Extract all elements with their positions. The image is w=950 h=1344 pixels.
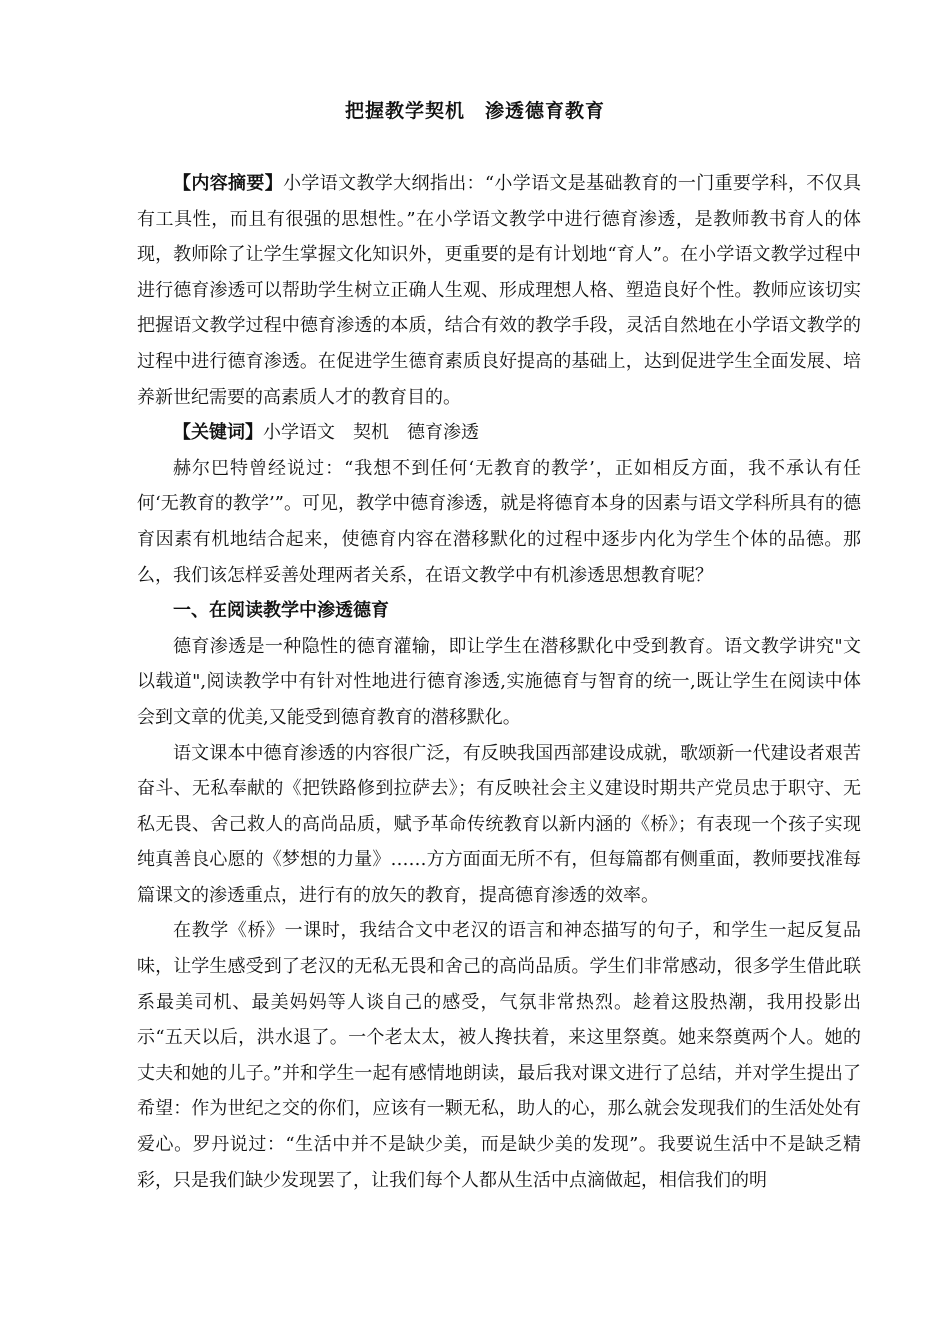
section-paragraph: 德育渗透是一种隐性的德育灌输，即让学生在潜移默化中受到教育。语文教学讲究"文以载道",阅读教学中有针对性地进行德育渗透,实施德育与智育的统一,既让学生在阅读中体会到文章的优美,又能受到德育教育的潜移默化。 xyxy=(137,635,861,728)
document-body xyxy=(137,166,861,1198)
document-title: 把握教学契机 渗透德育教育 xyxy=(344,100,605,122)
section-paragraph: 在教学《桥》一课时，我结合文中老汉的语言和神态描写的句子，和学生一起反复品味，让学生感受到了老汉的无私无畏和舍己的高尚品质。学生们非常感动，很多学生借此联系最美司机、最美妈妈等人谈自己的感受，气氛非常热烈。趁着这股热潮，我用投影出示“五天以后，洪水退了。一个老太太，被人搀扶着，来这里祭奠。她来祭奠两个人。她的丈夫和她的儿子。”并和学生一起有感情地朗读，最后我对课文进行了总结，并对学生提出了希望：作为世纪之交的你们，应该有一颗无私，助人的心，那么就会发现我们的生活处处有爱心。罗丹说过：“生活中并不是缺少美，而是缺少美的发现”。我要说生活中不是缺乏精彩，只是我们缺少发现罢了，让我们每个人都从生活中点滴做起，相信我们的明 xyxy=(137,920,861,1191)
keywords-label: 【关键词】 xyxy=(173,422,263,444)
abstract-text: 小学语文教学大纲指出：“小学语文是基础教育的一门重要学科，不仅具有工具性，而且有很强的思想性。”在小学语文教学中进行德育渗透，是教师教书育人的体现，教师除了让学生掌握文化知识外，更重要的是有计划地“育人”。在小学语文教学过程中进行德育渗透可以帮助学生树立正确人生观、形成理想人格、塑造良好个性。教师应该切实把握语文教学过程中德育渗透的本质，结合有效的教学手段，灵活自然地在小学语文教学的过程中进行德育渗透。在促进学生德育素质良好提高的基础上，达到促进学生全面发展、培养新世纪需要的高素质人才的教育目的。 xyxy=(137,173,861,408)
section-heading: 一、在阅读教学中渗透德育 xyxy=(173,600,389,622)
abstract-label: 【内容摘要】 xyxy=(173,173,284,194)
section-paragraph: 语文课本中德育渗透的内容很广泛，有反映我国西部建设成就，歌颂新一代建设者艰苦奋斗、无私奉献的《把铁路修到拉萨去》；有反映社会主义建设时期共产党员忠于职守、无私无畏、舍己救人的高尚品质，赋予革命传统教育以新内涵的《桥》；有表现一个孩子实现纯真善良心愿的《梦想的力量》……方方面面无所不有，但每篇都有侧重面，教师要找准每篇课文的渗透重点，进行有的放矢的教育，提高德育渗透的效率。 xyxy=(137,742,861,906)
keywords-paragraph xyxy=(137,415,861,451)
keywords-text: 小学语文 契机 德育渗透 xyxy=(263,422,479,444)
abstract-paragraph xyxy=(137,166,861,415)
intro-paragraph: 赫尔巴特曾经说过：“我想不到任何‘无教育的教学’，正如相反方面，我不承认有任何‘无教育的教学’”。可见，教学中德育渗透，就是将德育本身的因素与语文学科所具有的德育因素有机地结合起来，使德育内容在潜移默化的过程中逐步内化为学生个体的品德。那么，我们该怎样妥善处理两者关系，在语文教学中有机渗透思想教育呢？ xyxy=(137,457,861,586)
